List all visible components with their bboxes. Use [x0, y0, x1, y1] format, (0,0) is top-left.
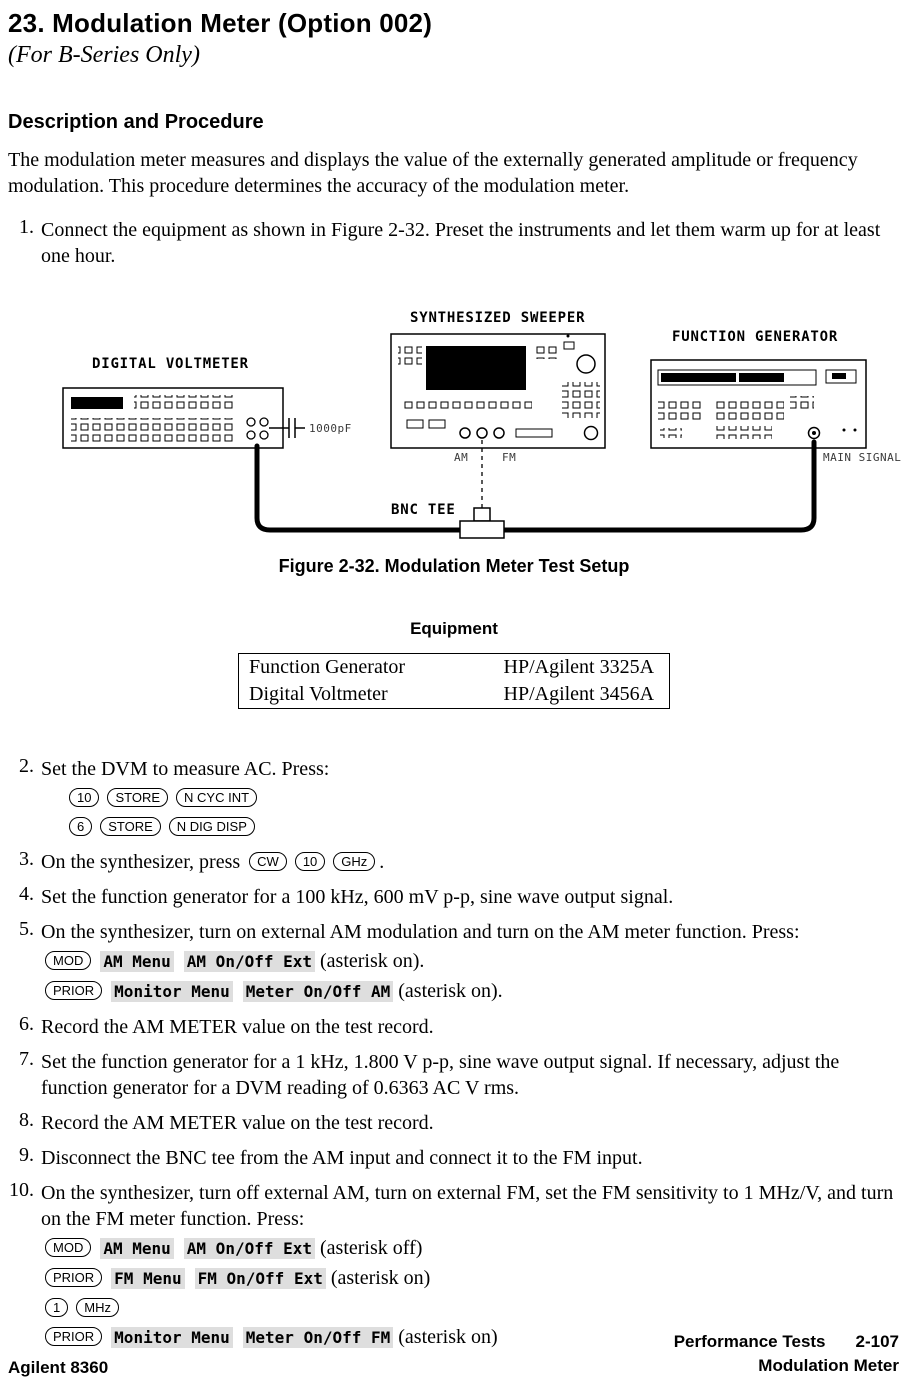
keycap: STORE: [107, 788, 168, 807]
keycap: MOD: [45, 951, 91, 970]
step-content: [41, 881, 900, 913]
equipment-model: HP/Agilent 3456A: [503, 683, 655, 705]
keycap: PRIOR: [45, 1268, 102, 1287]
funcgen-button-grid: [658, 398, 704, 423]
page-subtitle: (For B-Series Only): [8, 42, 200, 68]
step-text: Disconnect the BNC tee from the AM input and connect it to the FM input.: [41, 1147, 643, 1169]
sweeper-button-grid: [562, 382, 600, 418]
dvm-button-grid: [71, 418, 234, 443]
keycap: CW: [249, 852, 287, 871]
step-number: 9.: [19, 1144, 34, 1166]
softkey-label: FM On/Off Ext: [195, 1268, 326, 1289]
figure-caption: Figure 2-32. Modulation Meter Test Setup: [278, 556, 630, 576]
step-line: [41, 1049, 900, 1101]
equipment-name: Function Generator: [249, 656, 406, 678]
step-line: [41, 919, 900, 945]
equipment-table-body: [239, 654, 670, 709]
softkey-label: AM On/Off Ext: [184, 1238, 315, 1259]
step-item: [8, 1107, 900, 1139]
step-line: [41, 1180, 900, 1232]
keycap: MOD: [45, 1238, 91, 1257]
step-text: Connect the equipment as shown in Figure 2-32. Preset the instruments and let them warm up for at least one hour.: [41, 219, 881, 267]
bnc-tee-label: BNC TEE: [391, 502, 456, 518]
step-text: On the synthesizer, turn off external AM, turn on external FM, set the FM sensitivity to 1 MHz/V, and turn on the FM meter function. Press:: [41, 1182, 894, 1230]
step-line: [41, 1265, 900, 1292]
step-text: (asterisk on): [330, 1267, 431, 1289]
softkey-label: Monitor Menu: [111, 981, 233, 1002]
step-number: 7.: [19, 1048, 34, 1070]
step-text: (asterisk off): [320, 1237, 423, 1259]
step-item: [8, 881, 900, 913]
keycap: 10: [295, 852, 325, 871]
dvm-button-grid: [134, 395, 234, 410]
section-heading: Description and Procedure: [8, 111, 264, 133]
figure-setup-diagram: [8, 302, 909, 552]
step-line: [65, 814, 900, 840]
am-port-label: AM: [454, 451, 469, 464]
procedure-steps-1: [8, 214, 900, 272]
sweeper-button-grid: [398, 344, 422, 368]
footer-right: [674, 1330, 899, 1378]
funcgen-button-grid: [660, 428, 682, 438]
step-item: [8, 846, 900, 878]
equipment-row: [239, 654, 670, 682]
step-content: [41, 753, 900, 843]
keycap: PRIOR: [45, 1327, 102, 1346]
step-number: 1.: [19, 216, 34, 238]
step-content: [41, 214, 900, 272]
step-line: [41, 1145, 900, 1171]
softkey-label: Meter On/Off AM: [243, 981, 394, 1002]
step-line: [41, 1235, 900, 1262]
dvm-label: DIGITAL VOLTMETER: [92, 356, 249, 372]
step-number: 6.: [19, 1013, 34, 1035]
step-line: [41, 756, 900, 782]
step-number: 3.: [19, 848, 34, 870]
equipment-row: [239, 681, 670, 709]
step-number: 8.: [19, 1109, 34, 1131]
step-text: Set the function generator for a 1 kHz, 1.800 V p-p, sine wave output signal. If necessary, adjust the function generator for a DVM reading of 0.6363 AC V rms.: [41, 1051, 840, 1099]
step-line: [41, 1110, 900, 1136]
synthesized-sweeper-drawing: [391, 334, 605, 448]
keycap: 1: [45, 1298, 68, 1317]
keycap: 10: [69, 788, 99, 807]
figure-2-32: [8, 302, 900, 577]
step-text: Record the AM METER value on the test record.: [41, 1112, 434, 1134]
equipment-name: Digital Voltmeter: [249, 683, 388, 705]
step-item: [8, 916, 900, 1008]
step-line: [41, 1295, 900, 1321]
softkey-label: Meter On/Off FM: [243, 1327, 394, 1348]
step-text: Set the DVM to measure AC. Press:: [41, 758, 330, 780]
cable-path: [257, 440, 814, 530]
step-line: [41, 1014, 900, 1040]
step-content: [41, 1107, 900, 1139]
funcgen-button-grid: [714, 426, 772, 439]
step-line: [41, 978, 900, 1005]
footer-section-line: [674, 1330, 899, 1354]
step-number: 4.: [19, 883, 34, 905]
footer-subsection: Modulation Meter: [758, 1356, 899, 1375]
step-line: [41, 884, 900, 910]
softkey-label: FM Menu: [111, 1268, 184, 1289]
funcgen-button-grid: [790, 396, 814, 410]
funcgen-label: FUNCTION GENERATOR: [672, 329, 839, 345]
step-content: [41, 1142, 900, 1174]
fm-port-label: FM: [502, 451, 517, 464]
softkey-label: Monitor Menu: [111, 1327, 233, 1348]
digital-voltmeter-drawing: [63, 388, 283, 448]
step-text: Set the function generator for a 100 kHz, 600 mV p-p, sine wave output signal.: [41, 886, 674, 908]
step-text: Record the AM METER value on the test record.: [41, 1016, 434, 1038]
step-text: (asterisk on).: [398, 980, 503, 1002]
keycap: N DIG DISP: [169, 817, 255, 836]
page-title: 23. Modulation Meter (Option 002): [8, 8, 433, 38]
sweeper-label: SYNTHESIZED SWEEPER: [410, 310, 586, 326]
step-item: [8, 1011, 900, 1043]
step-line: [65, 785, 900, 811]
step-number: 10.: [9, 1179, 34, 1201]
cable-funcgen-to-tee: [502, 442, 814, 530]
step-item: [8, 753, 900, 843]
step-line: [41, 948, 900, 975]
footer-page-number: 2-107: [855, 1332, 899, 1351]
keycap: STORE: [100, 817, 161, 836]
step-text: (asterisk on): [398, 1326, 498, 1348]
step-content: [41, 1011, 900, 1043]
keycap: PRIOR: [45, 981, 102, 1000]
capacitor-label: 1000pF: [309, 422, 352, 435]
softkey-label: AM Menu: [100, 951, 173, 972]
step-item: [8, 1177, 900, 1354]
step-content: [41, 916, 900, 1008]
footer-section: Performance Tests: [673, 1332, 826, 1351]
step-number: 2.: [19, 755, 34, 777]
keycap: MHz: [76, 1298, 119, 1317]
procedure-steps-2: [8, 753, 900, 1354]
step-line: [41, 217, 900, 269]
keycap: GHz: [333, 852, 375, 871]
keycap: N CYC INT: [176, 788, 257, 807]
main-signal-label: MAIN SIGNAL: [823, 451, 902, 464]
dvm-display: [71, 397, 123, 409]
step-number: 5.: [19, 918, 34, 940]
step-text: On the synthesizer, turn on external AM modulation and turn on the AM meter function. Press:: [41, 921, 800, 943]
intro-paragraph: The modulation meter measures and displays the value of the externally generated amplitude or frequency modulation. This procedure determines the accuracy of the modulation meter.: [8, 149, 858, 197]
softkey-label: AM On/Off Ext: [184, 951, 315, 972]
equipment-title: Equipment: [410, 619, 498, 638]
equipment-table: [238, 653, 670, 709]
equipment-model: HP/Agilent 3325A: [503, 656, 655, 678]
keycap: 6: [69, 817, 92, 836]
sweeper-button-row: [404, 400, 532, 411]
step-text: .: [379, 851, 385, 873]
sweeper-display: [426, 346, 526, 390]
sweeper-button-grid: [534, 346, 558, 359]
footer-product: Agilent 8360: [8, 1358, 109, 1377]
step-item: [8, 1142, 900, 1174]
page-footer: [8, 1330, 899, 1378]
step-item: [8, 1046, 900, 1104]
step-text: (asterisk on).: [320, 950, 425, 972]
step-content: [41, 1046, 900, 1104]
step-item: [8, 214, 900, 272]
funcgen-button-grid: [714, 398, 784, 423]
function-generator-drawing: [651, 360, 866, 448]
step-content: [41, 1177, 900, 1354]
step-line: [41, 849, 900, 875]
step-text: On the synthesizer, press: [41, 851, 246, 873]
bnc-tee-symbol: [460, 508, 504, 538]
step-content: [41, 846, 900, 878]
softkey-label: AM Menu: [100, 1238, 173, 1259]
